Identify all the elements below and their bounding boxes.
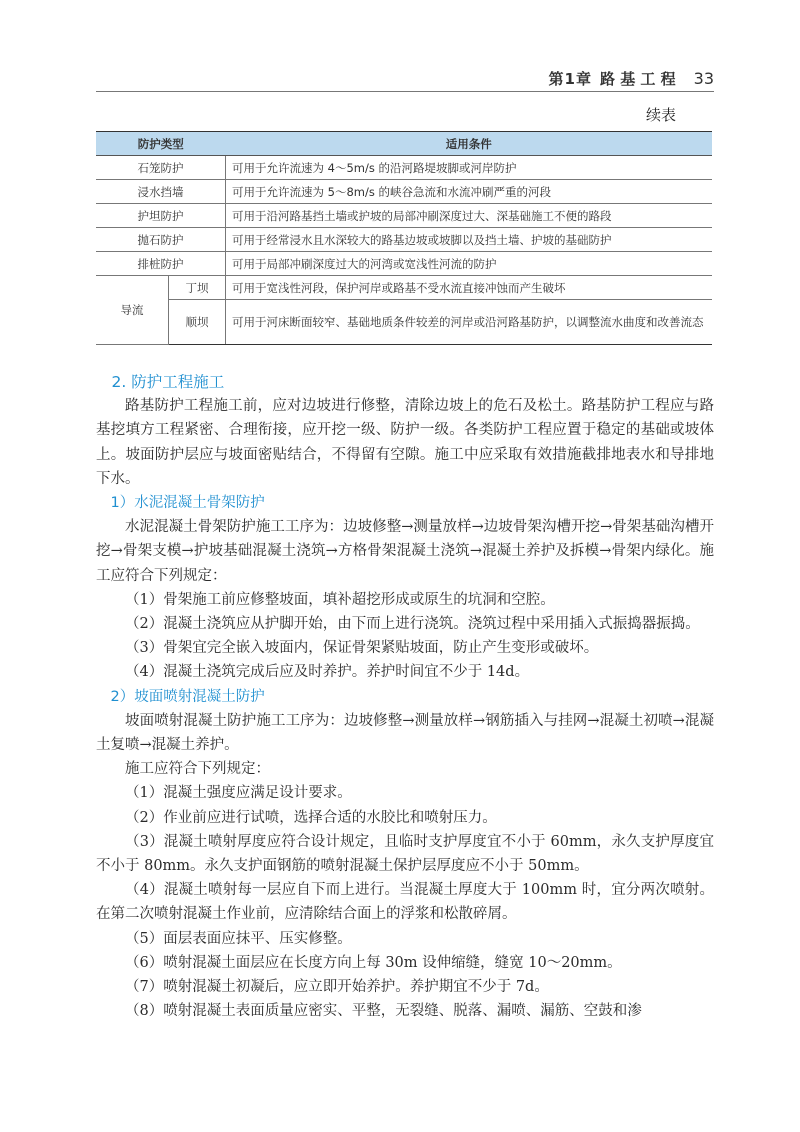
type-cell: 石笼防护 — [96, 156, 226, 180]
type-cell: 浸水挡墙 — [96, 180, 226, 204]
condition-cell: 可用于经常浸水且水深较大的路基边坡或坡脚以及挡土墙、护坡的基础防护 — [226, 228, 713, 252]
condition-cell: 可用于宽浅性河段，保护河岸或路基不受水流直接冲蚀而产生破坏 — [226, 276, 713, 300]
table-row — [96, 204, 712, 228]
list-item: （4）混凝土喷射每一层应自下而上进行。当混凝土厚度大于 100mm 时，宜分两次喷射。在第二次喷射混凝土作业前，应清除结合面上的浮浆和松散碎屑。 — [96, 882, 714, 923]
list-item: （3）混凝土喷射厚度应符合设计规定，且临时支护厚度宜不小于 60mm，永久支护厚度宜不小于 80mm。永久支护面钢筋的喷射混凝土保护层厚度应不小于 50mm。 — [96, 833, 714, 875]
protection-table — [96, 131, 712, 345]
table-row — [96, 276, 712, 300]
paragraph: 施工应符合下列规定： — [125, 761, 270, 778]
subsection-heading: 2）坡面喷射混凝土防护 — [110, 688, 265, 705]
condition-cell: 可用于允许流速为 4～5m/s 的沿河路堤坡脚或河岸防护 — [226, 156, 713, 180]
category-cell: 导流 — [96, 276, 169, 345]
table-row — [96, 180, 712, 204]
section-heading: 2. 防护工程施工 — [111, 373, 225, 391]
list-item: （2）作业前应进行试喷，选择合适的水胶比和喷射压力。 — [125, 809, 497, 826]
subtype-cell: 顺坝 — [169, 300, 226, 345]
column-header-condition: 适用条件 — [226, 132, 713, 156]
paragraph: 路基防护工程施工前，应对边坡进行修整，清除边坡上的危石及松土。路基防护工程应与路基挖填方工程紧密、合理衔接，应开挖一级、防护一级。各类防护工程应置于稳定的基础或坡体上。坡面防护层应与坡面密贴结合，不得留有空隙。施工中应采取有效措施截排地表水和导排地下水。 — [96, 398, 714, 487]
page-number: 33 — [693, 69, 714, 88]
table-row — [96, 300, 712, 345]
subtype-cell: 丁坝 — [169, 276, 226, 300]
table-row — [96, 228, 712, 252]
page-header — [96, 68, 714, 89]
condition-cell: 可用于沿河路基挡土墙或护坡的局部冲刷深度过大、深基础施工不便的路段 — [226, 204, 713, 228]
subsection-heading: 1）水泥混凝土骨架防护 — [110, 495, 265, 512]
list-item: （3）骨架宜完全嵌入坡面内，保证骨架紧贴坡面，防止产生变形或破坏。 — [125, 640, 599, 657]
list-item: （4）混凝土浇筑完成后应及时养护。养护时间宜不少于 14d。 — [125, 664, 530, 681]
chapter-label: 第1章 — [548, 70, 592, 88]
column-header-type: 防护类型 — [96, 132, 226, 156]
type-cell: 抛石防护 — [96, 228, 226, 252]
list-item: （1）混凝土强度应满足设计要求。 — [125, 785, 352, 802]
list-item: （5）面层表面应抹平、压实修整。 — [125, 930, 352, 947]
list-item: （8）喷射混凝土表面质量应密实、平整，无裂缝、脱落、漏喷、漏筋、空鼓和渗 — [125, 1003, 642, 1020]
body-content — [96, 370, 714, 1023]
table-row — [96, 252, 712, 276]
table-continued-label: 续表 — [646, 106, 677, 124]
condition-cell: 可用于允许流速为 5～8m/s 的峡谷急流和水流冲刷严重的河段 — [226, 180, 713, 204]
paragraph: 坡面喷射混凝土防护施工工序为：边坡修整→测量放样→钢筋插入与挂网→混凝土初喷→混凝土复喷→混凝土养护。 — [96, 712, 714, 754]
chapter-title: 路 基 工 程 — [599, 70, 676, 88]
condition-cell: 可用于局部冲刷深度过大的河湾或宽浅性河流的防护 — [226, 252, 713, 276]
list-item: （2）混凝土浇筑应从护脚开始，由下而上进行浇筑。浇筑过程中采用插入式振捣器振捣。 — [125, 616, 700, 633]
list-item: （1）骨架施工前应修整坡面，填补超挖形成或原生的坑洞和空腔。 — [125, 591, 555, 608]
table-row — [96, 156, 712, 180]
list-item: （6）喷射混凝土面层应在长度方向上每 30m 设伸缩缝，缝宽 10～20mm。 — [125, 954, 622, 971]
table-header-row — [96, 132, 712, 156]
condition-cell: 可用于河床断面较窄、基础地质条件较差的河岸或沿河路基防护，以调整流水曲度和改善流态 — [226, 300, 713, 345]
type-cell: 排桩防护 — [96, 252, 226, 276]
paragraph: 水泥混凝土骨架防护施工工序为：边坡修整→测量放样→边坡骨架沟槽开挖→骨架基础沟槽开挖→骨架支模→护坡基础混凝土浇筑→方格骨架混凝土浇筑→混凝土养护及拆模→骨架内绿化。施工应符合下列规定： — [96, 519, 714, 584]
header-rule — [96, 91, 714, 92]
list-item: （7）喷射混凝土初凝后，应立即开始养护。养护期宜不少于 7d。 — [125, 979, 549, 996]
type-cell: 护坦防护 — [96, 204, 226, 228]
